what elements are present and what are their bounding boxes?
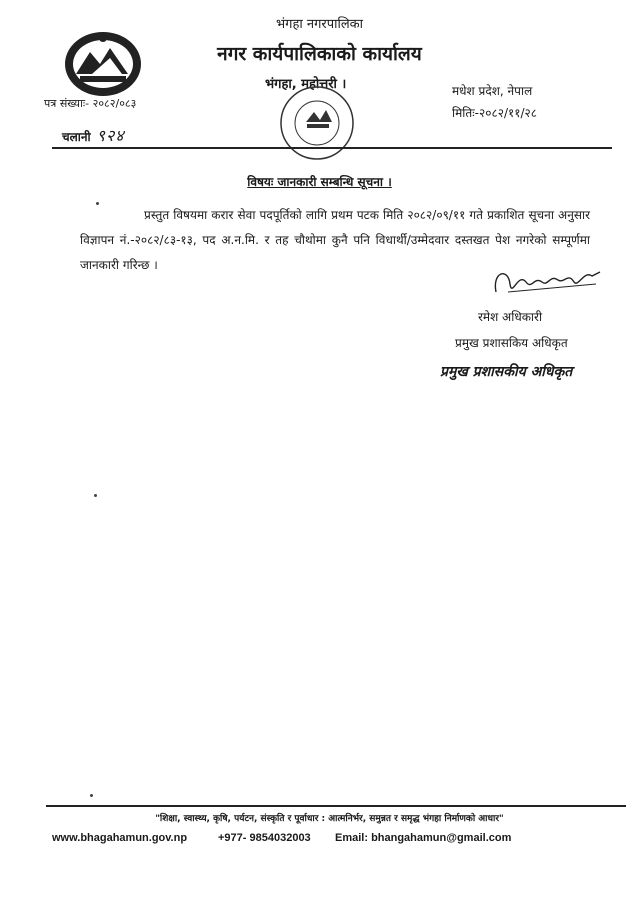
dispatch-number [62,124,125,146]
signature-icon [488,262,603,302]
office-location: भंगहा, महोत्तरी । [265,77,347,92]
speck [90,794,93,797]
header-divider [52,147,612,149]
dispatch-value: ९२४ [96,126,125,145]
signatory-name: रमेश अधिकारी [478,310,543,324]
footer-website: www.bhagahamun.gov.np [52,832,188,844]
signatory-title: प्रमुख प्रशासकिय अधिकृत [455,336,568,350]
designation-stamp: प्रमुख प्रशासकीय अधिकृत [440,364,573,380]
subject-line: विषयः जानकारी सम्बन्धि सूचना । [247,175,392,189]
footer-divider [46,805,626,807]
office-seal-icon [276,82,358,164]
office-title: नगर कार्यपालिकाको कार्यालय [217,43,422,65]
province: मधेश प्रदेश, नेपाल [452,84,533,98]
speck [96,202,99,205]
speck [94,494,97,497]
letter-date: मितिः-२०८२/११/२८ [452,106,537,120]
municipality-name: भंगहा नगरपालिका [276,17,363,32]
footer-phone: +977- 9854032003 [218,832,311,844]
letter-body: प्रस्तुत विषयमा करार सेवा पदपूर्तिको लागि प्रथम पटक मिति २०८२/०९/११ गते प्रकाशित सूचना अनुसार विज्ञापन नं.-२०८२/८३-१३, पद अ.न.मि. र तह चौथोमा कुनै पनि विधार्थी/उम्मेदवार दस्तखत पेश नगरेको सम्पूर्णमा जानकारी गरिन्छ । [80,208,590,272]
letter-number: पत्र संख्याः- २०८२/०८३ [44,97,137,110]
footer-email: Email: bhangahamun@gmail.com [335,832,512,844]
dispatch-label: चलानी [62,130,91,144]
footer-slogan: "शिक्षा, स्वास्थ्य, कृषि, पर्यटन, संस्कृति र पूर्वाधार : आत्मनिर्भर, समुन्नत र समृद्ध भंगहा निर्माणको आधार" [155,814,504,824]
